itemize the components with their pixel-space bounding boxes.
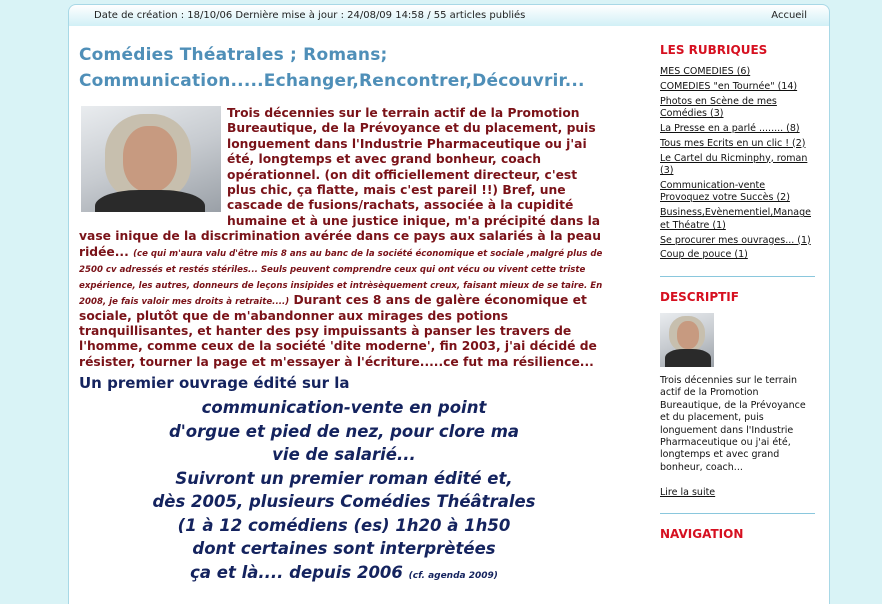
page-container [68,26,830,604]
rubrique-link-communication-vente[interactable]: Communication-vente Provoquez votre Succès (2) [660,179,790,204]
main-content [79,42,609,588]
rubriques-list [660,66,815,262]
rubrique-item [660,138,815,151]
intro-paragraph-1: Trois décennies sur le terrain actif de la Promotion Bureautique, de la Prévoyance et du placement, puis longuement dans l'Industrie Pharmaceutique ou j'ai été, longtemps et avec grand bonheur, coach opérationnel. (on dit officiellement directeur, c'est plus chic, ça flatte, mais c'est pareil !!) Bref, une cascade de fusions/rachats, associée à la cupidité humaine et à une justice inique, m'a précipité dans la vase inique de la discrimination avérée dans ce pays aux salariés à la peau ridée... [79,106,601,259]
rubrique-link-presse[interactable]: La Presse en a parlé ........ (8) [660,122,800,134]
page-title: Comédies Théatrales ; Romans; Communication.....Echanger,Rencontrer,Découvrir... [79,45,585,91]
rubrique-item [660,207,815,232]
rubrique-item [660,235,815,248]
navigation-heading: NAVIGATION [660,527,744,542]
intro-text [79,106,609,370]
highlight-note: (cf. agenda 2009) [408,570,498,581]
highlight-line-text: ça et là.... depuis 2006 [190,562,403,582]
highlight-line: dont certaines sont interprètées [192,539,496,558]
rubrique-item [660,123,815,136]
rubrique-item [660,81,815,94]
rubrique-link-business-evenementiel[interactable]: Business,Evènementiel,Manage et Théatre (1) [660,207,811,231]
descriptif-heading: DESCRIPTIF [660,290,739,304]
highlight-text [79,396,609,588]
site-dates: Date de création : 18/10/06 Dernière mise à jour : 24/08/09 14:58 / 55 articles publiés [94,10,526,21]
rubrique-link-coup-de-pouce[interactable]: Coup de pouce (1) [660,249,748,261]
intro-aside: (ce qui m'aura valu d'être mis 8 ans au banc de la société économique et sociale ,malgré plus de 2500 cv adressés et restés stériles... Seuls peuvent comprendre ceux qui ont vécu ou vivent cette triste expérience, les autres, donneurs de leçons insipides et intrèsèquement creux, faisant mieux de se taire. En 2008, je fais valoir mes droits à retraite....) [79,248,603,307]
rubriques-heading: LES RUBRIQUES [660,43,768,57]
highlight-line: d'orgue et pied de nez, pour clore ma [168,421,520,441]
highlight-line: Suivront un premier roman édité et, [175,468,513,488]
rubrique-link-photos-en-scene[interactable]: Photos en Scène de mes Comédies (3) [660,95,777,120]
rubrique-link-cartel-ricminphy[interactable]: Le Cartel du Ricminphy, roman (3) [660,152,808,177]
rubrique-item [660,180,815,205]
rubrique-item [660,96,815,121]
rubrique-link-comedies-en-tournee[interactable]: COMEDIES "en Tournée" (14) [660,80,798,92]
highlight-line: communication-vente en point [201,398,487,417]
first-book-heading: Un premier ouvrage édité sur la [79,374,350,392]
intro-paragraph-2: Durant ces 8 ans de galère économique et sociale, plutôt que de m'abandonner aux mirages des potions tranquillisantes, et hanter des psy impuissants à panser les travers de l'homme, comme ceux de la société 'dite moderne', fin 2003, j'ai décidé de résister, tourner la page et m'essayer à l'écriture.....ce fut ma résilience... [79,292,597,369]
home-link[interactable]: Accueil [771,10,807,21]
rubrique-item [660,249,815,262]
highlight-line [79,561,609,589]
sidebar-divider [660,276,815,277]
sidebar [660,43,815,550]
rubrique-item [660,66,815,79]
sidebar-divider [660,513,815,514]
intro-section [79,106,609,368]
highlight-line: (1 à 12 comédiens (es) 1h20 à 1h50 [177,515,511,535]
read-more-link[interactable]: Lire la suite [660,487,716,499]
rubrique-link-mes-comedies[interactable]: MES COMEDIES (6) [660,66,751,77]
top-bar [68,4,830,28]
rubrique-link-se-procurer-ouvrages[interactable]: Se procurer mes ouvrages... (1) [660,234,811,246]
descriptif-photo [660,313,714,367]
descriptif-text: Trois décennies sur le terrain actif de la Promotion Bureautique, de la Prévoyance et du placement, puis longuement dans l'Industrie Pharmaceutique ou j'ai été, longtemps et avec grand bonheur, coach... [660,375,806,473]
highlight-line: vie de salarié... [272,445,416,464]
rubrique-link-tous-mes-ecrits[interactable]: Tous mes Ecrits en un clic ! (2) [660,137,806,149]
rubrique-item [660,153,815,178]
highlight-line: dès 2005, plusieurs Comédies Théâtrales [152,492,536,511]
